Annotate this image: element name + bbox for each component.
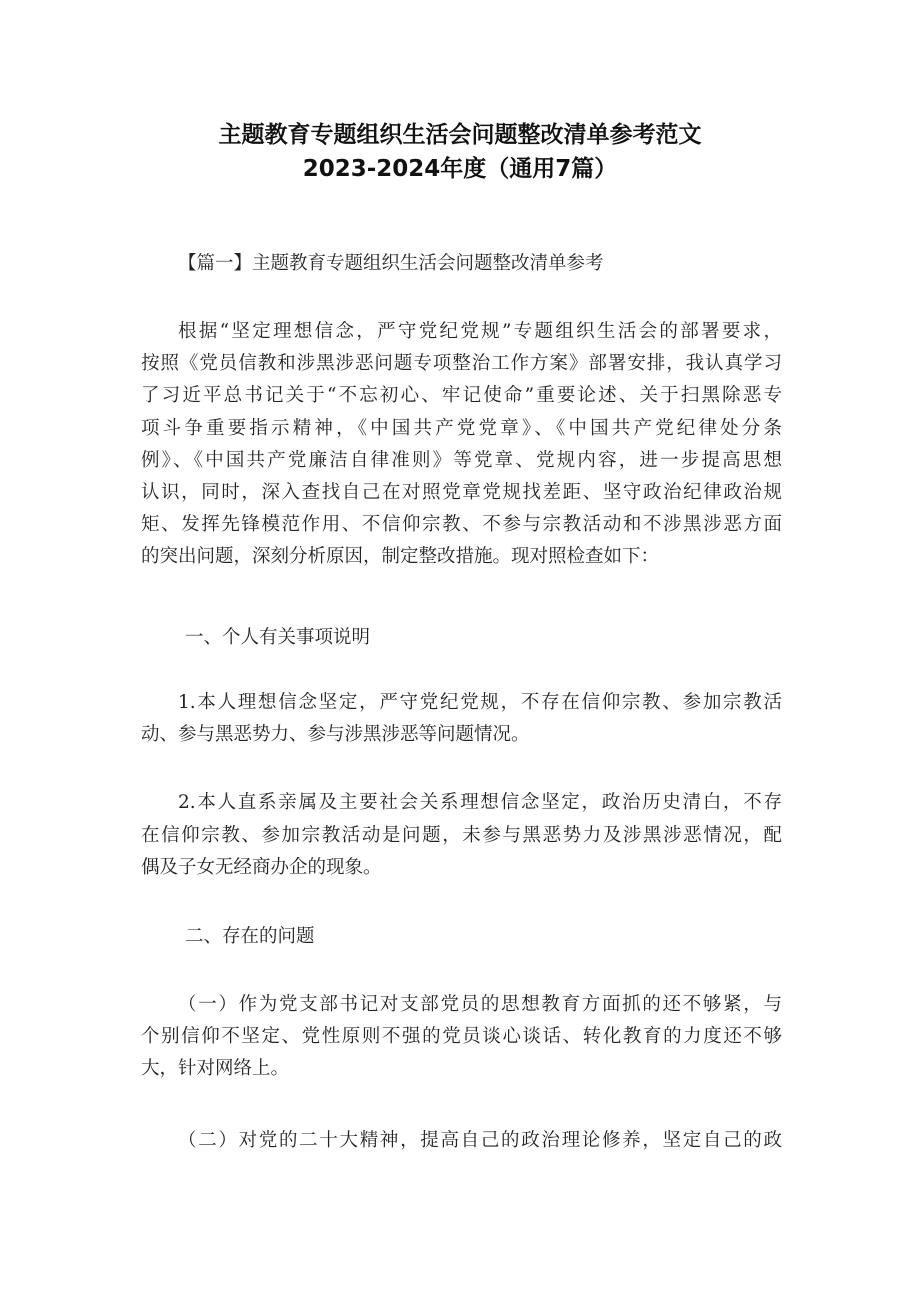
document-title: 主题教育专题组织生活会问题整改清单参考范文 [218, 122, 702, 148]
intro-line: 按照《党员信教和涉黑涉恶问题专项整治工作方案》部署安排，我认真学习 [141, 353, 782, 374]
chapter-heading: 【篇一】主题教育专题组织生活会问题整改清单参考 [178, 253, 604, 274]
section-heading: 二、存在的问题 [185, 926, 315, 947]
intro-line: 的突出问题，深刻分析原因，制定整改措施。现对照检查如下： [141, 546, 660, 567]
intro-line: 矩、发挥先锋模范作用、不信仰宗教、不参与宗教活动和不涉黑涉恶方面 [141, 514, 782, 535]
paragraph-line: 1.本人理想信念坚定，严守党纪党规，不存在信仰宗教、参加宗教活 [178, 692, 782, 713]
intro-line: 认识，同时，深入查找自己在对照党章党规找差距、坚守政治纪律政治规 [141, 482, 782, 503]
paragraph-line: 动、参与黑恶势力、参与涉黑涉恶等问题情况。 [141, 724, 530, 745]
paragraph-line: （一）作为党支部书记对支部党员的思想教育方面抓的还不够紧，与 [178, 994, 782, 1015]
intro-line: 例》、《中国共产党廉洁自律准则》等党章、党规内容，进一步提高思想 [141, 450, 782, 471]
intro-line: 了习近平总书记关于“不忘初心、牢记使命”重要论述、关于扫黑除恶专 [141, 385, 782, 406]
paragraph-line: 大，针对网络上。 [141, 1058, 290, 1079]
paragraph-line: 偶及子女无经商办企的现象。 [141, 857, 382, 878]
document-subtitle: 2023-2024年度（通用7篇） [302, 156, 618, 182]
intro-line: 项斗争重要指示精神，《中国共产党党章》、《中国共产党纪律处分条 [141, 418, 782, 439]
paragraph-line: 个别信仰不坚定、党性原则不强的党员谈心谈话、转化教育的力度还不够 [141, 1026, 782, 1047]
paragraph-line: 在信仰宗教、参加宗教活动是问题，未参与黑恶势力及涉黑涉恶情况，配 [141, 825, 782, 846]
paragraph-line: （二）对党的二十大精神，提高自己的政治理论修养，坚定自己的政 [178, 1130, 782, 1151]
section-heading: 一、个人有关事项说明 [185, 627, 371, 648]
paragraph-line: 2.本人直系亲属及主要社会关系理想信念坚定，政治历史清白，不存 [178, 792, 782, 813]
intro-line: 根据“坚定理想信念，严守党纪党规”专题组织生活会的部署要求， [178, 321, 782, 342]
